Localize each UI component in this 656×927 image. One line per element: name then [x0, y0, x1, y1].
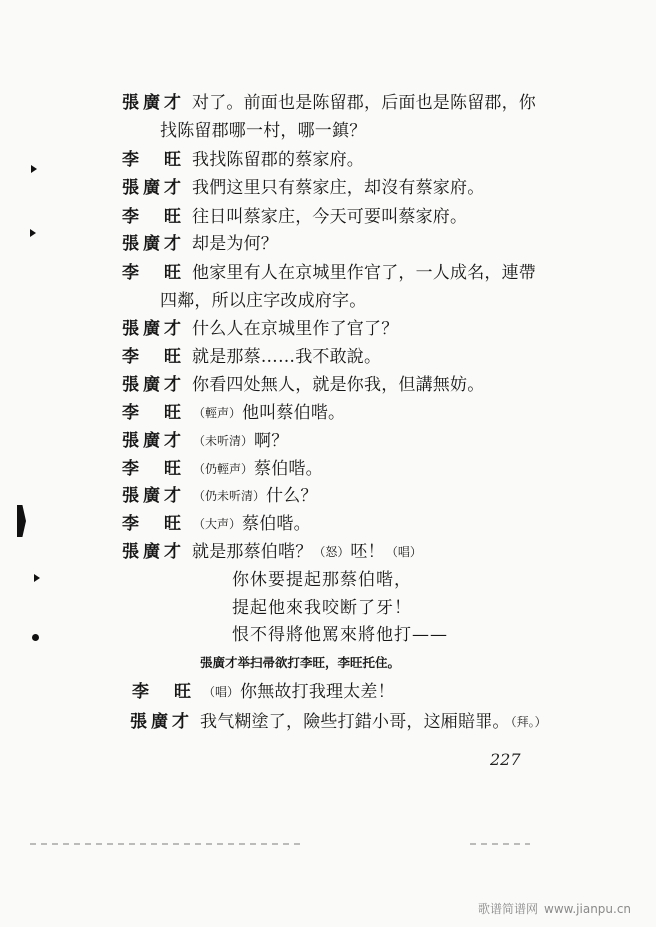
line-text: 你無故打我理太差！: [240, 682, 395, 702]
margin-mark: [32, 634, 39, 641]
line-text: 四鄰，所以庄字改成府字。: [160, 291, 367, 311]
dialogue-line: [122, 319, 398, 339]
stage-note: （仍輕声）: [193, 462, 254, 476]
dialogue-line: [122, 542, 423, 562]
stage-note: （怒）: [313, 545, 350, 559]
speaker-name: 張廣才: [122, 486, 185, 506]
line-text: 什么人在京城里作了官了？: [192, 319, 399, 339]
song-line: 你休要提起那蔡伯喈，: [232, 570, 412, 590]
line-text: 蔡伯喈。: [254, 459, 323, 479]
line-text: 就是那蔡……我不敢說。: [192, 347, 382, 367]
speaker-name: 李 旺: [122, 347, 185, 367]
speaker-name: 李 旺: [122, 403, 185, 423]
speaker-name: 李 旺: [122, 459, 185, 479]
dialogue-line: [122, 234, 278, 254]
song-line: 提起他來我咬断了牙！: [232, 598, 412, 618]
dialogue-continuation: [160, 121, 366, 141]
scan-artifact-line: [470, 843, 530, 845]
dialogue-line: [122, 431, 288, 451]
speaker-name: 張廣才: [122, 431, 185, 451]
speaker-name: 張廣才: [122, 178, 185, 198]
stage-note: （唱）: [203, 685, 240, 699]
page-number: 227: [490, 750, 521, 769]
dialogue-line: [122, 375, 484, 395]
speaker-name: 張廣才: [122, 542, 185, 562]
scan-artifact-line: [30, 843, 300, 845]
stage-note: （仍未听清）: [193, 489, 266, 503]
stage-note: （拜。）: [510, 715, 547, 729]
watermark-site: 歌谱简谱网: [478, 902, 539, 916]
stage-note: （大声）: [193, 517, 242, 531]
speaker-name: 李 旺: [122, 207, 185, 227]
margin-mark: [17, 505, 26, 537]
speaker-name: 李 旺: [122, 150, 185, 170]
line-text: 却是为何？: [192, 234, 278, 254]
speaker-name: 張廣才: [122, 234, 185, 254]
line-text: 他叫蔡伯喈。: [242, 403, 346, 423]
dialogue-line: [122, 150, 364, 170]
dialogue-line: [122, 263, 536, 283]
line-text: 往日叫蔡家庄，今天可要叫蔡家府。: [192, 207, 468, 227]
stage-note: （未听清）: [193, 434, 254, 448]
speaker-name: 張廣才: [122, 93, 185, 113]
dialogue-line: [122, 178, 484, 198]
stage-note: （輕声）: [193, 406, 242, 420]
margin-mark: [31, 165, 37, 173]
line-text: 呸！: [350, 542, 385, 562]
line-text: 他家里有人在京城里作官了，一人成名，連帶: [192, 263, 536, 283]
speaker-name: 李 旺: [132, 682, 195, 702]
speaker-name: 張廣才: [122, 319, 185, 339]
dialogue-line: [122, 514, 311, 534]
line-text: 对了。前面也是陈留郡，后面也是陈留郡，你: [192, 93, 536, 113]
dialogue-line: [130, 712, 548, 732]
watermark-url: www.jianpu.cn: [544, 902, 632, 916]
line-text: 什么？: [266, 486, 318, 506]
line-text: 你看四处無人，就是你我，但講無妨。: [192, 375, 485, 395]
line-text: 找陈留郡哪一村，哪一鎮？: [160, 121, 367, 141]
dialogue-line: [122, 347, 381, 367]
margin-mark: [30, 229, 36, 237]
dialogue-line: [132, 682, 395, 702]
line-text: 啊？: [254, 431, 289, 451]
dialogue-line: [122, 486, 318, 506]
dialogue-line: [122, 403, 345, 423]
speaker-name: 張廣才: [122, 375, 185, 395]
line-text: 就是那蔡伯喈？: [192, 542, 313, 562]
dialogue-line: [122, 93, 536, 113]
speaker-name: 李 旺: [122, 263, 185, 283]
song-line: 恨不得將他罵來將他打——: [232, 625, 448, 645]
line-text: 我們这里只有蔡家庄，却沒有蔡家府。: [192, 178, 485, 198]
speaker-name: 李 旺: [122, 514, 185, 534]
line-text: 我找陈留郡的蔡家府。: [192, 150, 364, 170]
dialogue-line: [122, 459, 323, 479]
line-text: 我气糊塗了，險些打錯小哥，这厢賠罪。: [200, 712, 510, 732]
line-text: 蔡伯喈。: [242, 514, 311, 534]
margin-mark: [34, 574, 40, 582]
dialogue-line: [122, 207, 467, 227]
dialogue-continuation: [160, 291, 366, 311]
stage-direction: 張廣才举扫帚欲打李旺，李旺托住。: [200, 655, 401, 670]
stage-note: （唱）: [385, 545, 422, 559]
watermark: [478, 900, 631, 917]
speaker-name: 張廣才: [130, 712, 193, 732]
